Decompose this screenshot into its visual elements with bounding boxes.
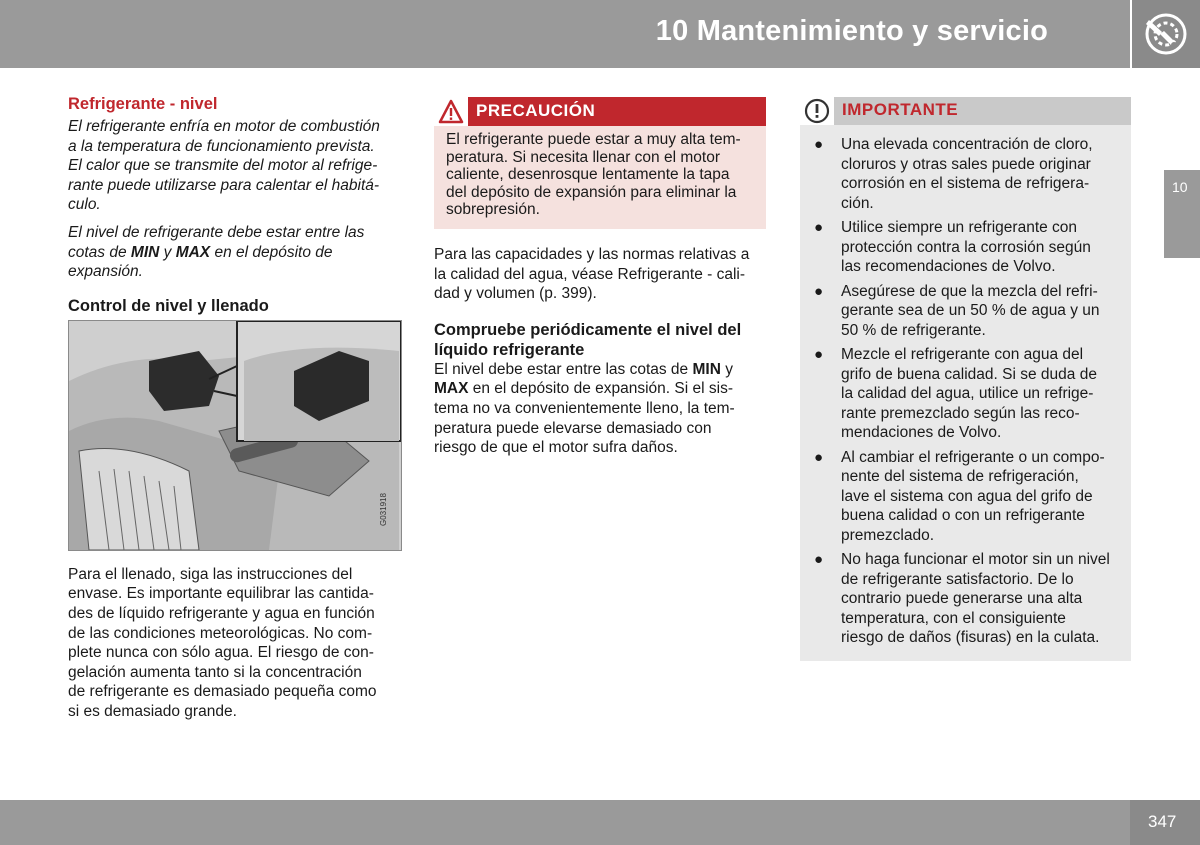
caution-label: PRECAUCIÓN [476,101,596,120]
important-box [800,97,1131,661]
chapter-title: 10 Mantenimiento y servicio [655,15,1048,47]
page-header [0,0,1130,68]
column-coolant-level [68,95,402,722]
figure-code: G031918 [379,492,388,526]
section-heading: Refrigerante - nivel [68,95,218,113]
page-footer [0,800,1130,845]
level-paragraph: El nivel de refrigerante debe estar entre las cotas de MIN y MAX en el depósito de expansión. [68,223,365,281]
caution-text: El refrigerante puede estar a muy alta tem- peratura. Si necesita llenar con el motor caliente, desenrosque lentamente la tapa del depósito de expansión para eliminar la sobrepresión. [446,131,741,219]
important-label: IMPORTANTE [842,100,959,119]
min-mark: MIN [130,243,160,261]
min-mark: MIN [692,360,721,378]
list-item: ● Al cambiar el refrigerante o un compo- nente del sistema de refrigeración, lave el sistema con agua del grifo de buena calidad o con un refrigerante premezclado. [814,448,1105,544]
capacity-paragraph: Para las capacidades y las normas relativas a la calidad del agua, véase Refrigerante - cali- dad y volumen (p. 399). [434,245,750,303]
list-item: ● Mezcle el refrigerante con agua del grifo de buena calidad. Si se duda de la calidad del agua, utilice un refrige- rante premezclado según las reco- mendaciones de Volvo. [814,346,1097,441]
caution-box [434,97,766,229]
fill-paragraph: Para el llenado, siga las instrucciones del envase. Es importante equilibrar las cantida- des de líquido refrigerante y agua en función de las condiciones meteorológicas. No com- plete nunca con sólo agua. El riesgo de con- gelación aumenta tanto si la concentración de refrigerante es demasiado pequeña como si es demasiado grande. [68,565,377,720]
page-number: 347 [1148,812,1177,831]
exclamation-circle-icon [800,97,834,125]
engine-bay-illustration [68,320,402,551]
max-mark: MAX [434,380,469,398]
list-item: ● Utilice siempre un refrigerante con protección contra la corrosión según las recomendaciones de Volvo. [814,219,1091,275]
column-caution [434,97,766,458]
subheading-check-fill: Control de nivel y llenado [68,296,269,315]
wrench-gear-icon [1142,12,1190,56]
list-item: ● Asegúrese de que la mezcla del refri- gerante sea de un 50 % de agua y un 50 % de refrigerante. [814,282,1100,339]
chapter-side-tab[interactable] [1164,170,1200,258]
max-mark: MAX [175,243,211,261]
check-paragraph: El nivel debe estar entre las cotas de MIN y MAX en el depósito de expansión. Si el sis- tema no va convenientemente lleno, la tem- peratura puede elevarse demasiado con riesgo de que el motor sufra daños. [434,360,735,457]
warning-triangle-icon [434,97,468,126]
side-tab-label: 10 [1172,179,1188,195]
important-list [800,125,1131,648]
column-important [800,97,1131,661]
important-header [800,97,1131,125]
list-item: ● Una elevada concentración de cloro, cloruros y otras sales puede originar corrosión en el sistema de refrigera- ción. [814,136,1093,212]
page-number-box [1130,800,1200,845]
chapter-icon-box [1132,0,1200,68]
intro-paragraph: El refrigerante enfría en motor de combustión a la temperatura de funcionamiento prevista. El calor que se transmite del motor al refrige- rante puede utilizarse para calentar el habitá- culo. [68,118,380,214]
list-item: ● No haga funcionar el motor sin un nivel de refrigerante satisfactorio. De lo contrario puede generarse una alta temperatura, con el consiguiente riesgo de daños (fisuras) en la culata. [814,551,1110,646]
subheading-periodic-check: Compruebe periódicamente el nivel del líquido refrigerante [434,320,742,359]
caution-header [434,97,766,126]
